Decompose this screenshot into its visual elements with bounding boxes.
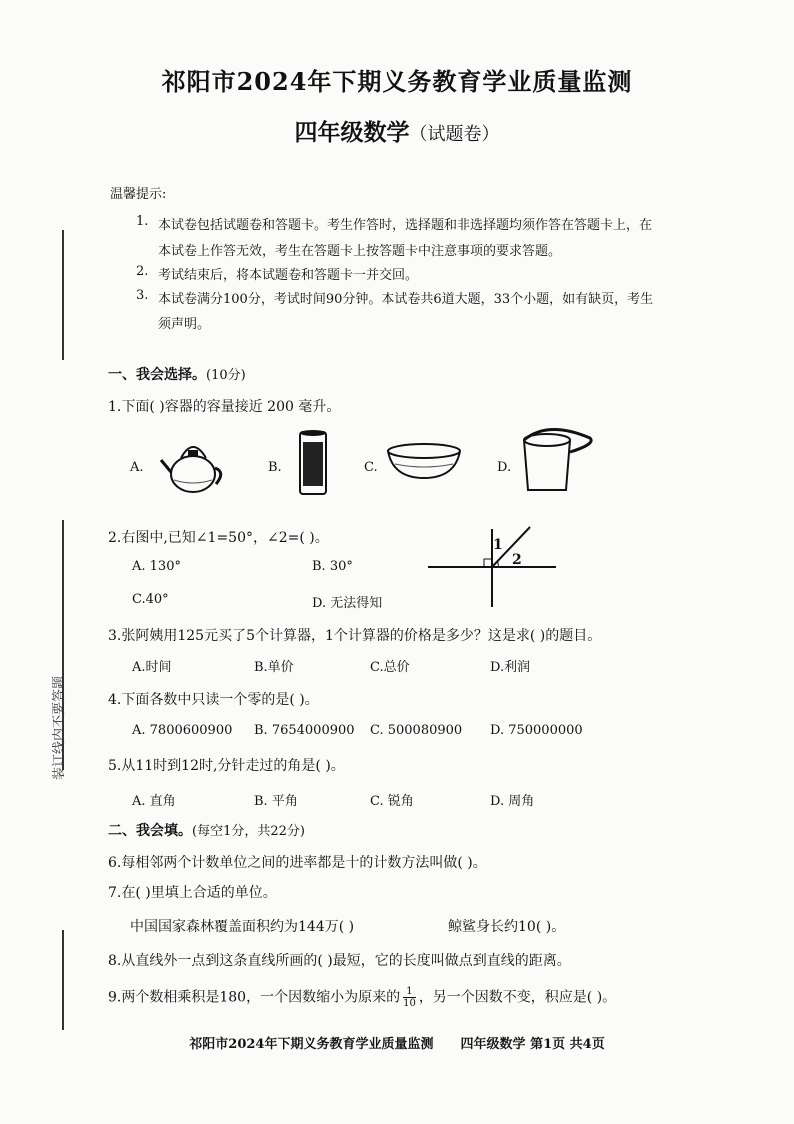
question-7a: 中国国家森林覆盖面积约为144万( ) [130, 919, 355, 935]
q5-option-a[interactable]: A. 直角 [132, 794, 176, 809]
q1-option-c[interactable]: C. [364, 460, 378, 475]
fraction-denominator: 10 [403, 998, 416, 1009]
q1-option-a[interactable]: A. [130, 460, 144, 475]
fraction [403, 986, 416, 1009]
footer-exam-name: 祁阳市2024年下期义务教育学业质量监测 [189, 1037, 434, 1052]
q3-option-b[interactable]: B.单价 [254, 660, 294, 675]
question-7: 7.在( )里填上合适的单位。 [108, 885, 277, 901]
q1-option-d[interactable]: D. [497, 460, 512, 475]
binding-margin-text: 装订线内不要答题 [52, 675, 67, 780]
binding-line [62, 230, 64, 360]
question-2: 2.右图中,已知∠1=50°，∠2=( )。 [108, 530, 329, 546]
section-2-score: (每空1分，共22分) [192, 824, 305, 839]
page-footer [0, 1033, 794, 1052]
fraction-numerator: 1 [403, 986, 416, 998]
q9-text-end: ，另一个因数不变，积应是( )。 [418, 989, 617, 1006]
section-1-title: 一、我会选择。 [108, 367, 206, 383]
question-3: 3.张阿姨用125元买了5个计算器，1个计算器的价格是多少？这是求( )的题目。 [108, 628, 602, 644]
bucket-image [520, 426, 600, 496]
section-2-title: 二、我会填。 [108, 823, 192, 839]
q3-option-a[interactable]: A.时间 [132, 660, 172, 675]
q4-option-d[interactable]: D. 750000000 [490, 723, 583, 738]
section-1-heading [108, 364, 246, 384]
question-4: 4.下面各数中只读一个零的是( )。 [108, 692, 319, 708]
binding-line [62, 930, 64, 1030]
question-5: 5.从11时到12时,分针走过的角是( )。 [108, 758, 345, 774]
q4-option-b[interactable]: B. 7654000900 [254, 723, 355, 738]
q2-option-d[interactable]: D. 无法得知 [312, 596, 383, 611]
q9-text-start: 9.两个数相乘积是180，一个因数缩小为原来的 [108, 989, 401, 1006]
tip-number: 2. [136, 264, 149, 279]
footer-page-info: 四年级数学 第1页 共4页 [460, 1037, 605, 1052]
tip-line: 须声明。 [158, 317, 211, 332]
question-9 [108, 986, 616, 1009]
tip-number: 1. [136, 214, 149, 229]
exam-subtitle [0, 114, 794, 147]
basin-image [385, 442, 463, 482]
q2-option-b[interactable]: B. 30° [312, 559, 353, 574]
tips-heading: 温馨提示: [110, 187, 167, 202]
q4-option-c[interactable]: C. 500080900 [370, 723, 463, 738]
exam-title: 祁阳市2024年下期义务教育学业质量监测 [161, 67, 633, 96]
cup-image [298, 428, 330, 498]
section-1-score: (10分) [206, 368, 246, 383]
teapot-image [158, 430, 226, 496]
tip-line: 本试卷上作答无效，考生在答题卡上按答题卡中注意事项的要求答题。 [158, 244, 562, 259]
tip-line: 本试卷包括试题卷和答题卡。考生作答时，选择题和非选择题均须作答在答题卡上，在 [158, 218, 653, 233]
subtitle-paren: （试题卷） [409, 124, 500, 145]
question-7b: 鲸鲨身长约10( )。 [448, 919, 566, 935]
question-6: 6.每相邻两个计数单位之间的进率都是十的计数方法叫做( )。 [108, 855, 487, 871]
angle-1-label: 1 [493, 537, 503, 553]
q1-option-b[interactable]: B. [268, 460, 282, 475]
question-1: 1.下面( )容器的容量接近 200 毫升。 [108, 399, 341, 415]
tip-number: 3. [136, 288, 149, 303]
q2-option-c[interactable]: C.40° [132, 592, 169, 607]
tip-line: 本试卷满分100分，考试时间90分钟。本试卷共6道大题，33个小题，如有缺页，考生 [158, 292, 654, 307]
tip-line: 考试结束后，将本试题卷和答题卡一并交回。 [158, 268, 419, 283]
q2-option-a[interactable]: A. 130° [132, 559, 181, 574]
question-8: 8.从直线外一点到这条直线所画的( )最短，它的长度叫做点到直线的距离。 [108, 953, 571, 969]
q3-option-c[interactable]: C.总价 [370, 660, 410, 675]
subject-title: 四年级数学 [294, 119, 410, 146]
q3-option-d[interactable]: D.利润 [490, 660, 531, 675]
section-2-heading [108, 820, 305, 840]
q4-option-a[interactable]: A. 7800600900 [132, 723, 233, 738]
angle-2-label: 2 [512, 552, 522, 568]
q5-option-d[interactable]: D. 周角 [490, 794, 535, 809]
q5-option-b[interactable]: B. 平角 [254, 794, 298, 809]
q5-option-c[interactable]: C. 锐角 [370, 794, 414, 809]
